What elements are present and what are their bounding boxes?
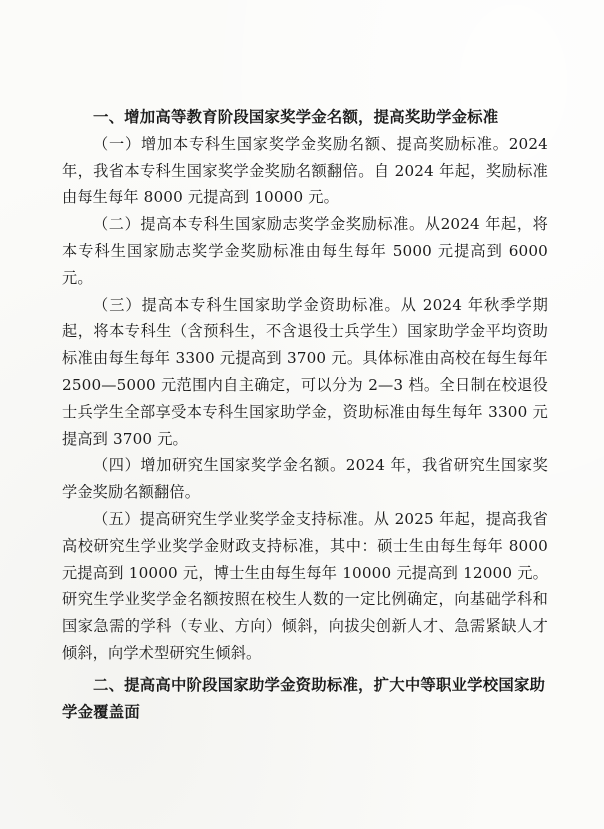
paragraph-1: （一）增加本专科生国家奖学金奖励名额、提高奖励标准。2024 年，我省本专科生国家奖学金奖励名额翻倍。自 2024 年起，奖励标准由每生每年 8000 元提高到 10000 元。	[62, 134, 548, 207]
section-heading-1: 一、增加高等教育阶段国家奖学金名额，提高奖助学金标准	[93, 108, 499, 126]
paragraph-5: （五）提高研究生学业奖学金支持标准。从 2025 年起，提高我省高校研究生学业奖学金财政支持标准，其中：硕士生由每生每年 8000 元提高到 10000 元，博士生由每生每年 10000 元提高到 12000 元。研究生学业奖学金名额按照在校生人数的一定比例确定，向基础学科和国家急需的学科（专业、方向）倾斜，向拔尖创新人才、急需紧缺人才倾斜，向学术型研究生倾斜。	[62, 509, 548, 662]
section-heading-2: 二、提高高中阶段国家助学金资助标准，扩大中等职业学校国家助学金覆盖面	[62, 675, 546, 721]
paragraph-3: （三）提高本专科生国家助学金资助标准。从 2024 年秋季学期起，将本专科生（含预科生，不含退役士兵学生）国家助学金平均资助标准由每生每年 3300 元提高到 3700 元。具体标准由高校在每生每年 2500—5000 元范围内自主确定，可以分为 2—3 档。全日制在校退役士兵学生全部享受本专科生国家助学金，资助标准由每生每年 3300 元提高到 3700 元。	[62, 295, 548, 448]
paragraph-2: （二）提高本专科生国家励志奖学金奖励标准。从2024 年起，将本专科生国家励志奖学金奖励标准由每生每年 5000 元提高到 6000 元。	[62, 215, 548, 287]
paragraph-4: （四）增加研究生国家奖学金名额。2024 年，我省研究生国家奖学金奖励名额翻倍。	[62, 456, 548, 502]
document-body	[62, 104, 548, 725]
